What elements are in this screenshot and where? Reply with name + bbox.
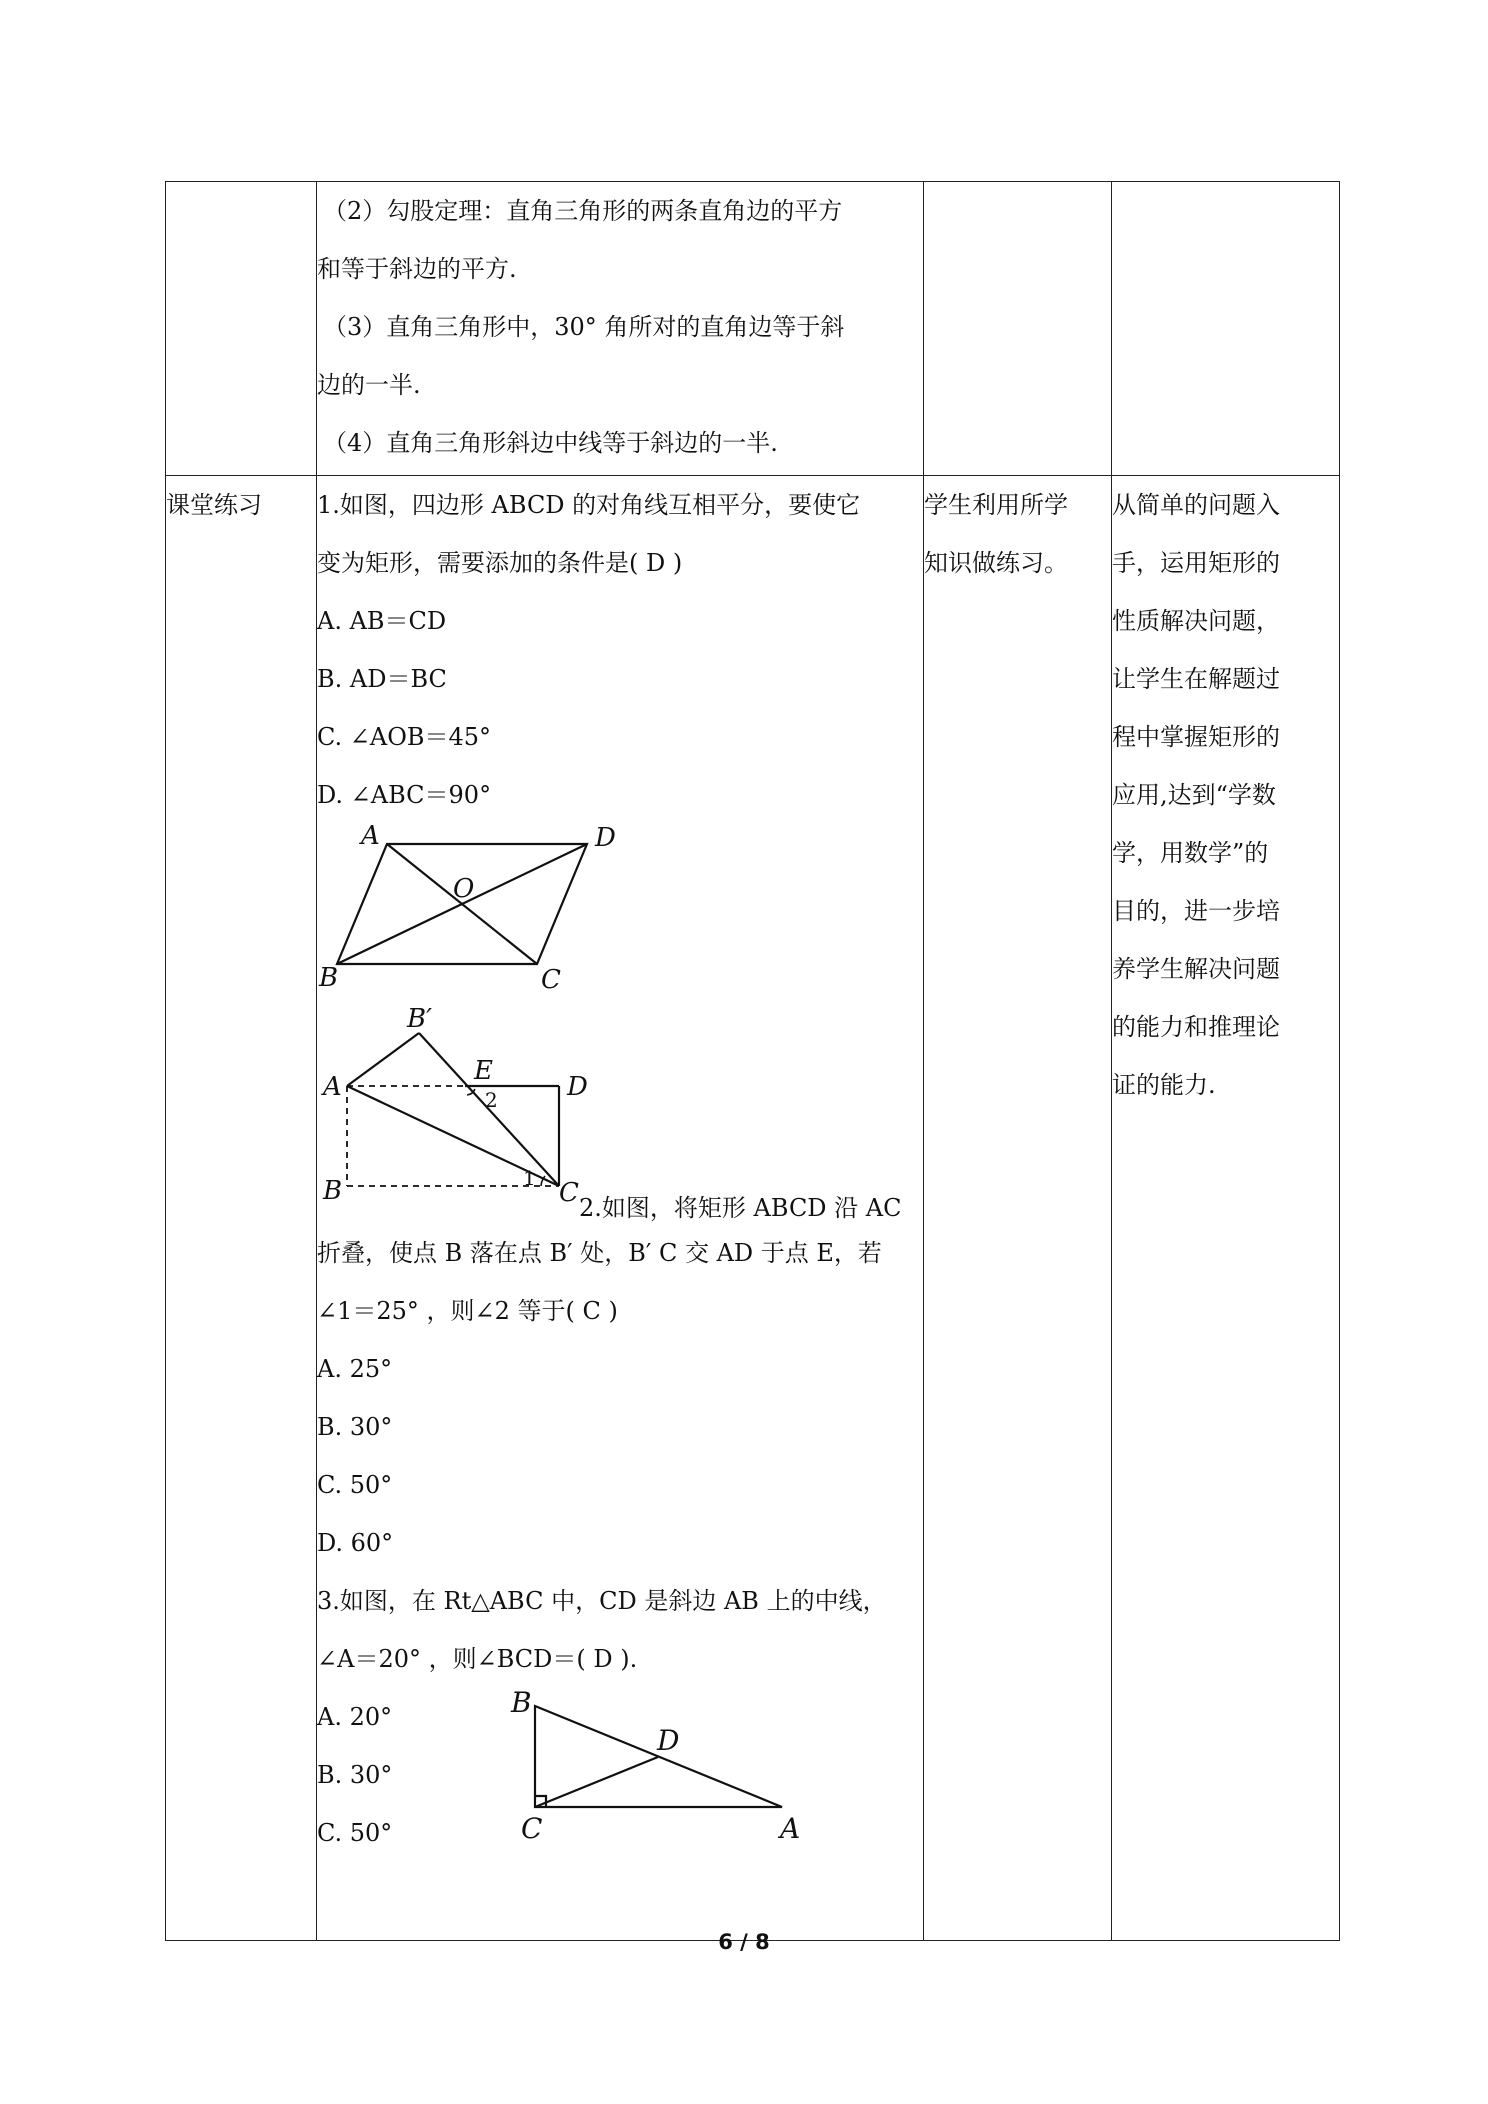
q3-stem-line1: 3.如图，在 Rt△ABC 中，CD 是斜边 AB 上的中线， (317, 1587, 887, 1615)
q1-option-b: B. AD＝BC (317, 665, 447, 693)
fig2-label-a: A (323, 1072, 342, 1102)
q1-stem-line2: 变为矩形，需要添加的条件是( D ) (317, 549, 683, 577)
q3-option-a: A. 20° (317, 1703, 393, 1731)
theorem-2-line2: 和等于斜边的平方. (317, 255, 517, 283)
design-intent-line: 证的能力. (1112, 1071, 1216, 1099)
row1-content-cell (317, 182, 924, 476)
fig1-label-d: D (595, 823, 616, 853)
section-label-cell (166, 476, 317, 1941)
design-intent-line: 养学生解决问题 (1112, 955, 1280, 983)
design-intent-line: 性质解决问题， (1112, 607, 1280, 635)
theorem-4-line1: （4）直角三角形斜边中线等于斜边的一半. (323, 429, 778, 457)
design-intent-line: 手，运用矩形的 (1112, 549, 1280, 577)
fig3-label-b: B (511, 1686, 532, 1719)
q2-stem-line2: ∠1＝25° ，则∠2 等于( C ) (317, 1297, 618, 1325)
q2-option-d: D. 60° (317, 1529, 394, 1557)
theorem-3-line2: 边的一半. (317, 371, 421, 399)
row1-col3-cell (924, 182, 1112, 476)
fig1-label-a: A (361, 821, 380, 851)
q3-option-b: B. 30° (317, 1761, 393, 1789)
design-intent-cell (1112, 476, 1340, 1941)
q2-option-c: C. 50° (317, 1471, 393, 1499)
student-activity-line2: 知识做练习。 (924, 549, 1068, 577)
fig1-label-b: B (319, 963, 339, 993)
fig2-label-b: B (323, 1176, 343, 1206)
theorem-3-line1: （3）直角三角形中，30° 角所对的直角边等于斜 (323, 313, 845, 341)
q1-option-a: A. AB＝CD (317, 607, 447, 635)
q3-option-c: C. 50° (317, 1819, 393, 1847)
q1-option-c: C. ∠AOB＝45° (317, 723, 492, 751)
q3-options-and-figure (317, 1688, 923, 1858)
page-number: 6 / 8 (718, 1930, 770, 1954)
fig2-angle-2: 2 (485, 1088, 498, 1112)
section-label: 课堂练习 (166, 491, 262, 519)
fig3-label-a: A (780, 1812, 801, 1845)
design-intent-line: 应用,达到“学数 (1112, 781, 1276, 809)
fig2-label-c: C (559, 1178, 579, 1208)
q2-stem-inline: 2.如图，将矩形 ABCD 沿 AC (579, 1194, 902, 1222)
fig2-angle-1: 1 (523, 1166, 536, 1190)
design-intent-line: 程中掌握矩形的 (1112, 723, 1280, 751)
right-triangle-figure (487, 1682, 847, 1862)
student-activity-cell (924, 476, 1112, 1941)
q2-figure-row (317, 1004, 923, 1222)
q3-stem-line2: ∠A＝20° ，则∠BCD＝( D ). (317, 1645, 638, 1673)
folded-rectangle-figure (317, 1004, 588, 1214)
parallelogram-figure (317, 821, 657, 1009)
q2-option-b: B. 30° (317, 1413, 393, 1441)
row1-col4-cell (1112, 182, 1340, 476)
design-intent-line: 学，用数学”的 (1112, 839, 1269, 867)
exercises-cell (317, 476, 924, 1941)
q2-stem-line1: 折叠，使点 B 落在点 B′ 处，B′ C 交 AD 于点 E，若 (317, 1239, 882, 1267)
q1-option-d: D. ∠ABC＝90° (317, 781, 492, 809)
table-row (166, 182, 1340, 476)
design-intent-line: 目的，进一步培 (1112, 897, 1280, 925)
fig1-label-o: O (453, 874, 475, 904)
q3-options (317, 1688, 392, 1862)
row1-col1-cell (166, 182, 317, 476)
student-activity-line1: 学生利用所学 (924, 491, 1068, 519)
design-intent-line: 的能力和推理论 (1112, 1013, 1280, 1041)
fig3-label-c: C (521, 1812, 543, 1845)
q1-stem-line1: 1.如图，四边形 ABCD 的对角线互相平分，要使它 (317, 491, 861, 519)
theorem-2-line1: （2）勾股定理：直角三角形的两条直角边的平方 (323, 197, 843, 225)
fig2-label-bprime: B′ (407, 1004, 433, 1034)
fig3-label-d: D (657, 1724, 680, 1757)
fig2-label-e: E (474, 1056, 493, 1086)
design-intent-line: 从简单的问题入 (1112, 491, 1280, 519)
q2-option-a: A. 25° (317, 1355, 393, 1383)
fig2-label-d: D (567, 1072, 588, 1102)
lesson-plan-table (165, 181, 1340, 1941)
fig1-label-c: C (541, 965, 561, 995)
table-row (166, 476, 1340, 1941)
design-intent-line: 让学生在解题过 (1112, 665, 1280, 693)
